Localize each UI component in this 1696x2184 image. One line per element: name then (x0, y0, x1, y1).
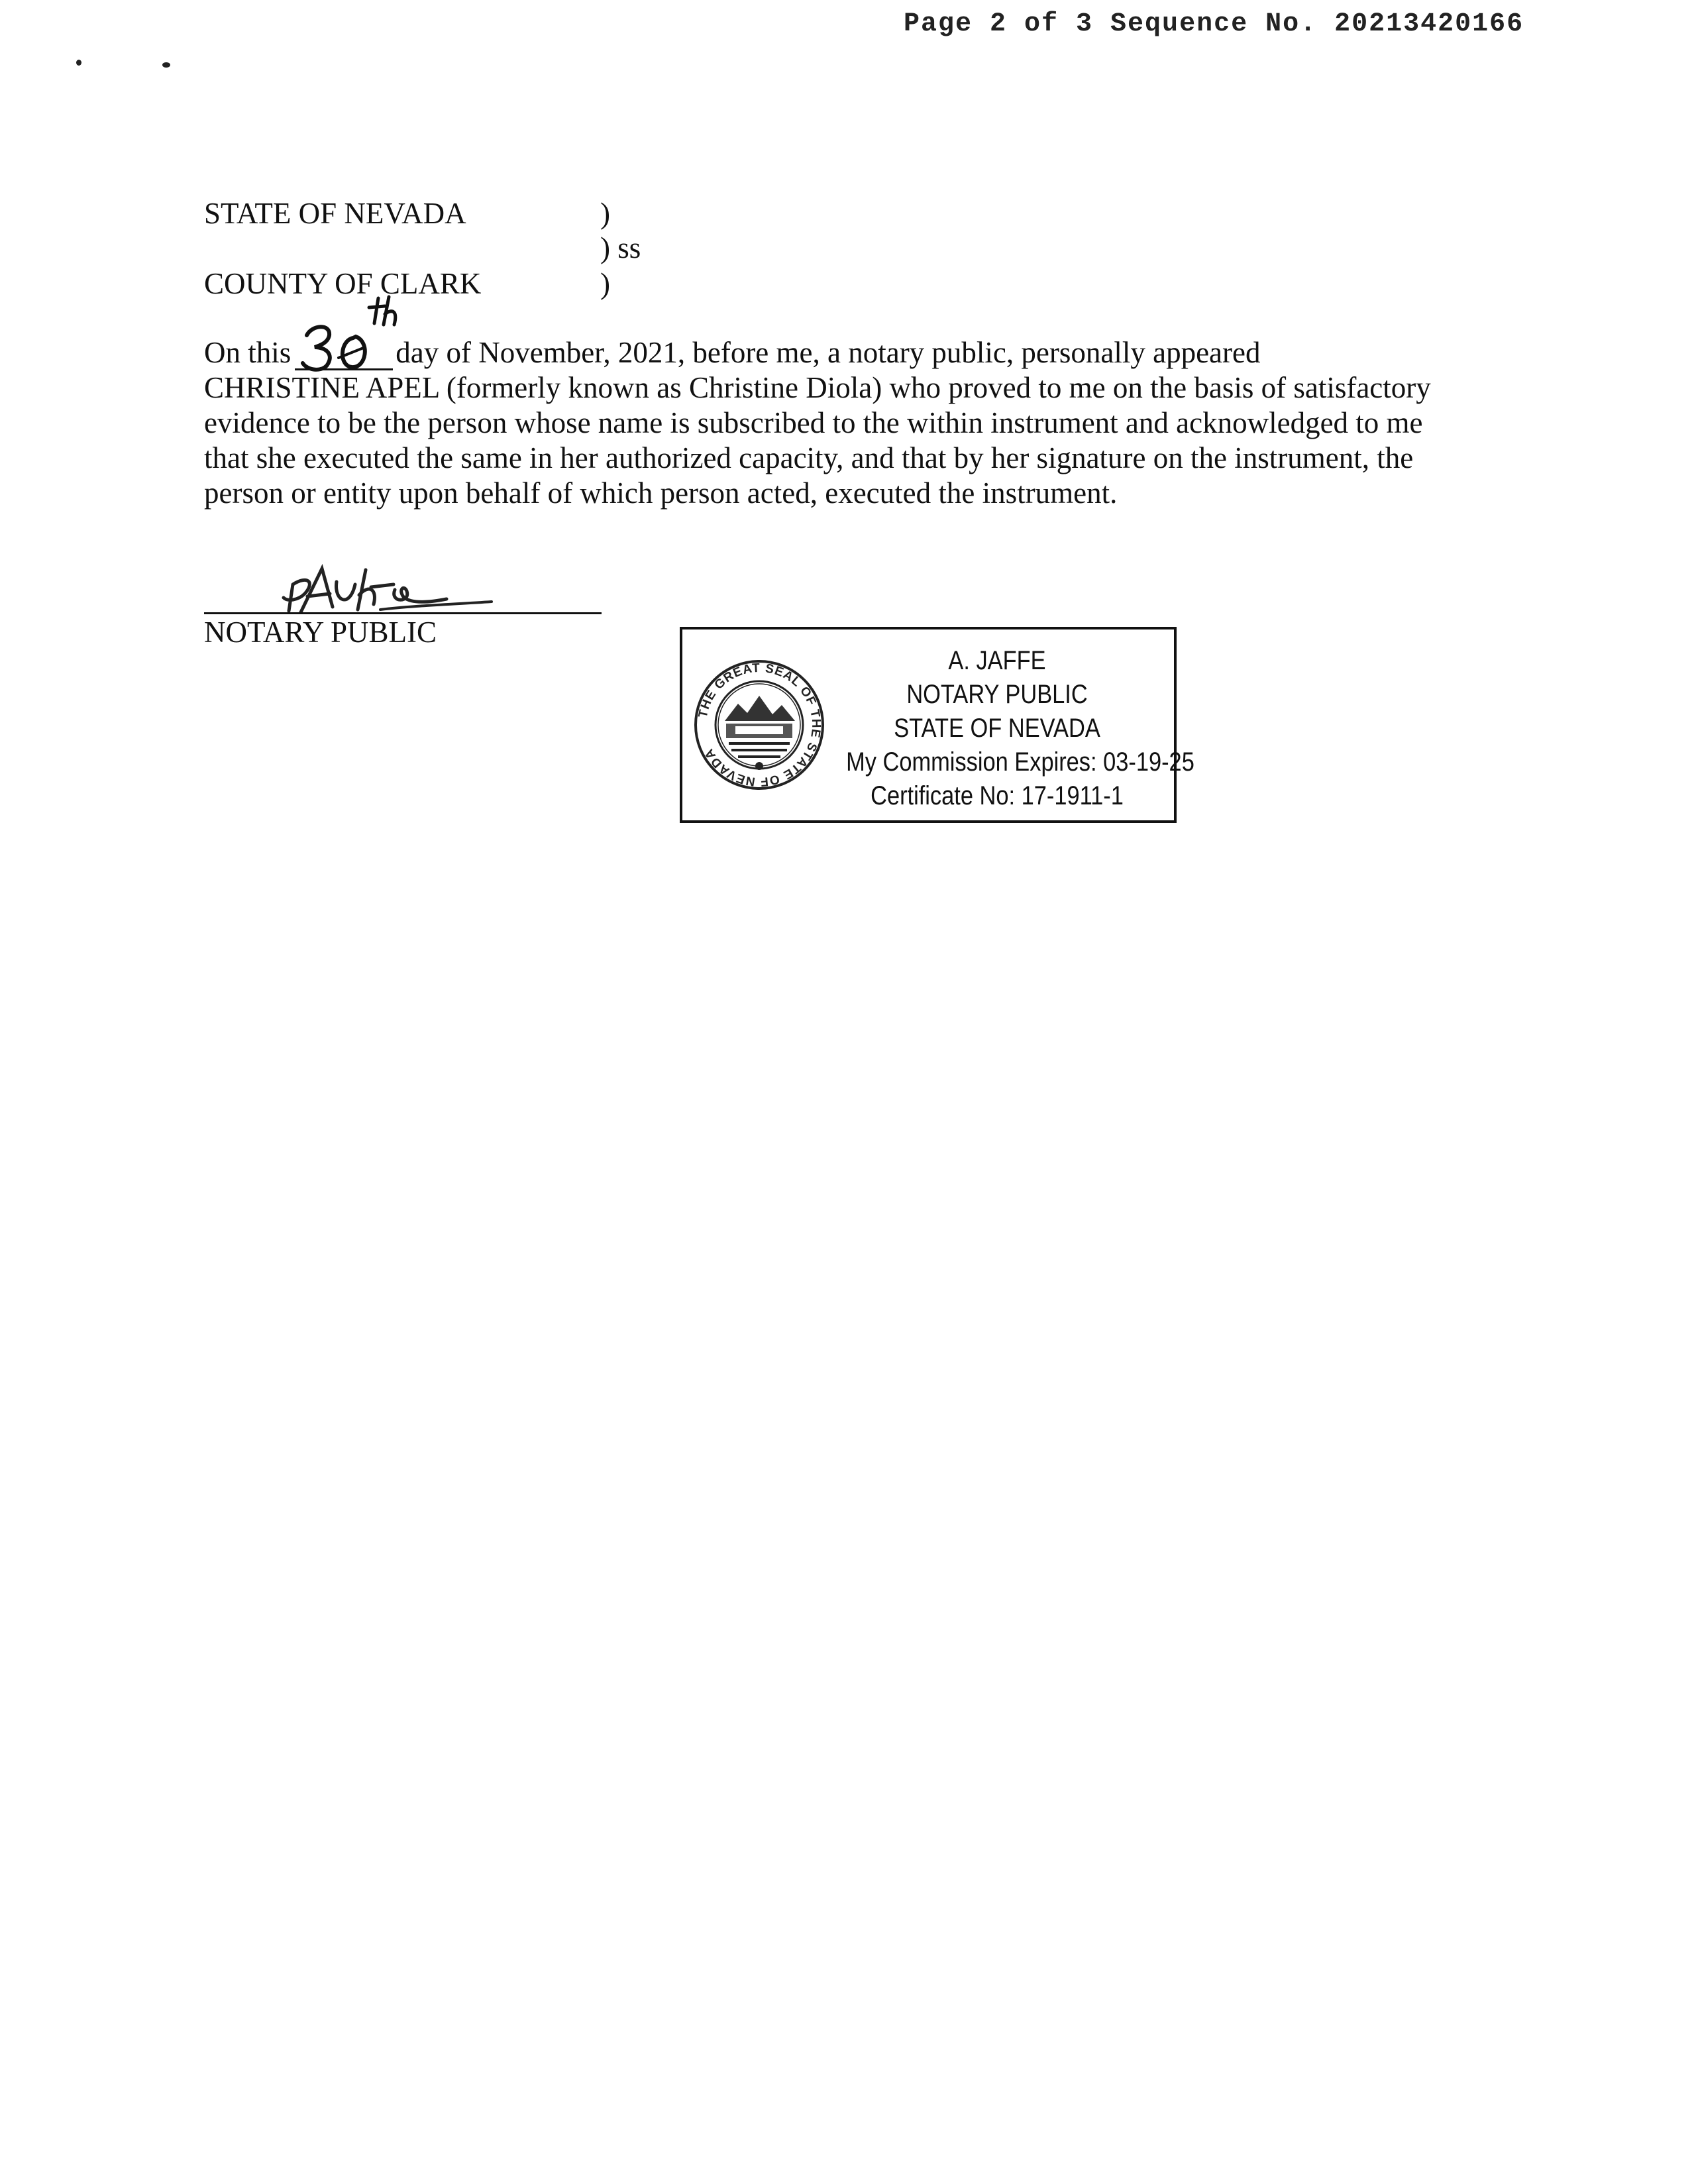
signature-line (204, 612, 602, 614)
day-blank (295, 335, 393, 370)
stamp-commission-expiry: My Commission Expires: 03-19-25 (846, 747, 1194, 777)
acknowledgment-prefix: On this (204, 336, 292, 369)
stamp-text-block (846, 644, 1194, 813)
acknowledgment-line1-rest: day of November, 2021, before me, a notary public, personally appeared (396, 336, 1261, 369)
venue-paren-top: ) (600, 197, 610, 230)
venue-state: STATE OF NEVADA (204, 197, 466, 230)
stamp-certificate-number: Certificate No: 17-1911-1 (871, 781, 1124, 810)
acknowledgment-line-1 (204, 335, 1476, 370)
acknowledgment-paragraph (204, 335, 1476, 511)
acknowledgment-line-5: person or entity upon behalf of which person acted, executed the instrument. (204, 476, 1118, 510)
stamp-title: NOTARY PUBLIC (906, 680, 1088, 709)
notary-stamp (680, 627, 1194, 823)
page-sequence-header: Page 2 of 3 Sequence No. 20213420166 (904, 9, 1524, 39)
venue-paren-bottom: ) (600, 267, 610, 300)
signature-caption: NOTARY PUBLIC (204, 616, 437, 649)
venue-ss: ) ss (600, 231, 641, 264)
venue-county: COUNTY OF CLARK (204, 267, 482, 300)
handwritten-day (292, 294, 411, 367)
acknowledgment-line-4: that she executed the same in her authorized capacity, and that by her signature on the instrument, the (204, 441, 1414, 474)
stamp-notary-name: A. JAFFE (948, 646, 1046, 675)
notary-signature (281, 555, 493, 615)
acknowledgment-line-2: CHRISTINE APEL (formerly known as Christine Diola) who proved to me on the basis of satisfactory (204, 371, 1431, 404)
scan-speck (76, 60, 81, 66)
scan-speck (162, 62, 170, 68)
seal-ring-text: THE GREAT SEAL OF THE STATE OF NEVADA (696, 661, 823, 789)
stamp-state: STATE OF NEVADA (894, 714, 1100, 743)
nevada-seal-icon (692, 657, 827, 792)
acknowledgment-line-3: evidence to be the person whose name is subscribed to the within instrument and acknowledged to me (204, 406, 1423, 439)
